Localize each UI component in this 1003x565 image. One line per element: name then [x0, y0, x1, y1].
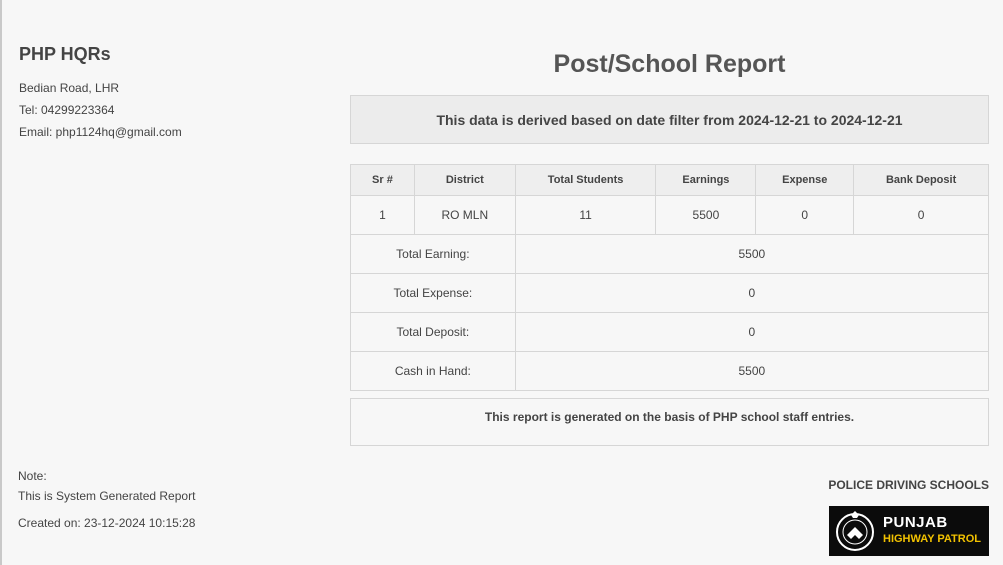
total-expense-value: 0 [515, 274, 988, 313]
report-footer-text: This report is generated on the basis of PHP school staff entries. [484, 410, 855, 424]
table-row [351, 196, 989, 235]
report-table [350, 164, 989, 391]
badge-emblem-icon [833, 509, 877, 553]
total-deposit-row [351, 313, 989, 352]
org-address: Bedian Road, LHR [19, 81, 120, 95]
org-email: Email: php1124hq@gmail.com [19, 125, 182, 139]
note-text: This is System Generated Report [18, 489, 196, 503]
punjab-highway-patrol-logo [829, 506, 989, 556]
cell-district: RO MLN [414, 196, 515, 235]
date-filter-text: This data is derived based on date filter from 2024-12-21 to 2024-12-21 [436, 111, 903, 128]
table-header-row [351, 165, 989, 196]
police-driving-schools-label: POLICE DRIVING SCHOOLS [828, 478, 989, 492]
cell-students: 11 [515, 196, 656, 235]
col-expense: Expense [756, 165, 854, 196]
total-earning-value: 5500 [515, 235, 988, 274]
col-earnings: Earnings [656, 165, 756, 196]
org-tel: Tel: 04299223364 [19, 103, 115, 117]
cell-deposit: 0 [854, 196, 989, 235]
left-border [0, 0, 2, 565]
cell-earnings: 5500 [656, 196, 756, 235]
total-deposit-label: Total Deposit: [351, 313, 516, 352]
cash-in-hand-label: Cash in Hand: [351, 352, 516, 391]
col-total-students: Total Students [515, 165, 656, 196]
note-section [18, 466, 195, 506]
total-earning-row [351, 235, 989, 274]
col-district: District [414, 165, 515, 196]
total-earning-label: Total Earning: [351, 235, 516, 274]
report-footer-note [350, 398, 989, 446]
total-deposit-value: 0 [515, 313, 988, 352]
org-name: PHP HQRs [19, 44, 111, 64]
col-sr: Sr # [351, 165, 415, 196]
created-timestamp: Created on: 23-12-2024 10:15:28 [18, 516, 196, 530]
cell-sr: 1 [351, 196, 415, 235]
report-title: Post/School Report [553, 50, 786, 78]
logo-line-2: HIGHWAY PATROL [883, 533, 981, 545]
cell-expense: 0 [756, 196, 854, 235]
total-expense-label: Total Expense: [351, 274, 516, 313]
cash-in-hand-row [351, 352, 989, 391]
logo-line-1: PUNJAB [883, 514, 948, 531]
col-bank-deposit: Bank Deposit [854, 165, 989, 196]
date-filter-banner [350, 95, 989, 144]
cash-in-hand-value: 5500 [515, 352, 988, 391]
org-info [19, 44, 182, 143]
total-expense-row [351, 274, 989, 313]
note-label: Note: [18, 469, 47, 483]
